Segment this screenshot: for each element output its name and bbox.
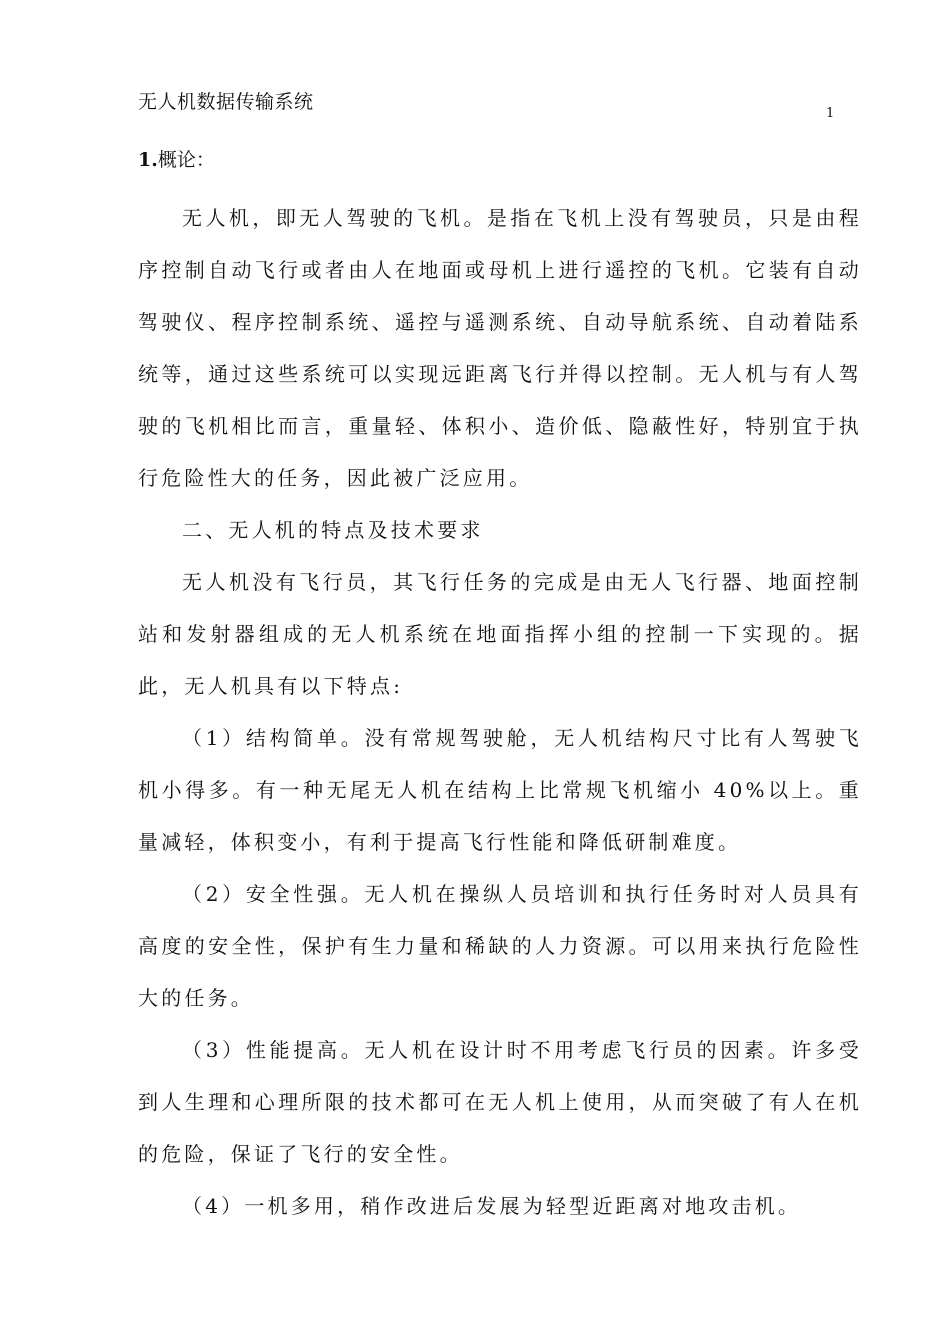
paragraph-features-intro: 无人机没有飞行员，其飞行任务的完成是由无人飞行器、地面控制站和发射器组成的无人机系统在地面指挥小组的控制一下实现的。据此，无人机具有以下特点:	[138, 570, 862, 698]
subsection-heading: 二、无人机的特点及技术要求	[182, 518, 484, 542]
page-number: 1	[826, 106, 835, 121]
paragraph-feature-2: （2）安全性强。无人机在操纵人员培训和执行任务时对人员具有高度的安全性，保护有生力量和稀缺的人力资源。可以用来执行危险性大的任务。	[138, 882, 862, 1010]
section-number: 1.	[138, 149, 158, 171]
document-header-title: 无人机数据传输系统	[138, 91, 314, 113]
paragraph-feature-1: （1）结构简单。没有常规驾驶舱，无人机结构尺寸比有人驾驶飞机小得多。有一种无尾无人机在结构上比常规飞机缩小 40%以上。重量减轻，体积变小，有利于提高飞行性能和降低研制难度。	[138, 726, 862, 854]
document-body	[138, 192, 862, 1232]
paragraph-definition: 无人机，即无人驾驶的飞机。是指在飞机上没有驾驶员，只是由程序控制自动飞行或者由人在地面或母机上进行遥控的飞机。它装有自动驾驶仪、程序控制系统、遥控与遥测系统、自动导航系统、自动着陆系统等，通过这些系统可以实现远距离飞行并得以控制。无人机与有人驾驶的飞机相比而言，重量轻、体积小、造价低、隐蔽性好，特别宜于执行危险性大的任务，因此被广泛应用。	[138, 206, 862, 490]
paragraph-feature-3: （3）性能提高。无人机在设计时不用考虑飞行员的因素。许多受到人生理和心理所限的技术都可在无人机上使用，从而突破了有人在机的危险，保证了飞行的安全性。	[138, 1038, 862, 1166]
section-title: 概论：	[157, 149, 215, 171]
section-heading	[138, 146, 215, 174]
paragraph-feature-4: （4）一机多用，稍作改进后发展为轻型近距离对地攻击机。	[182, 1194, 802, 1218]
